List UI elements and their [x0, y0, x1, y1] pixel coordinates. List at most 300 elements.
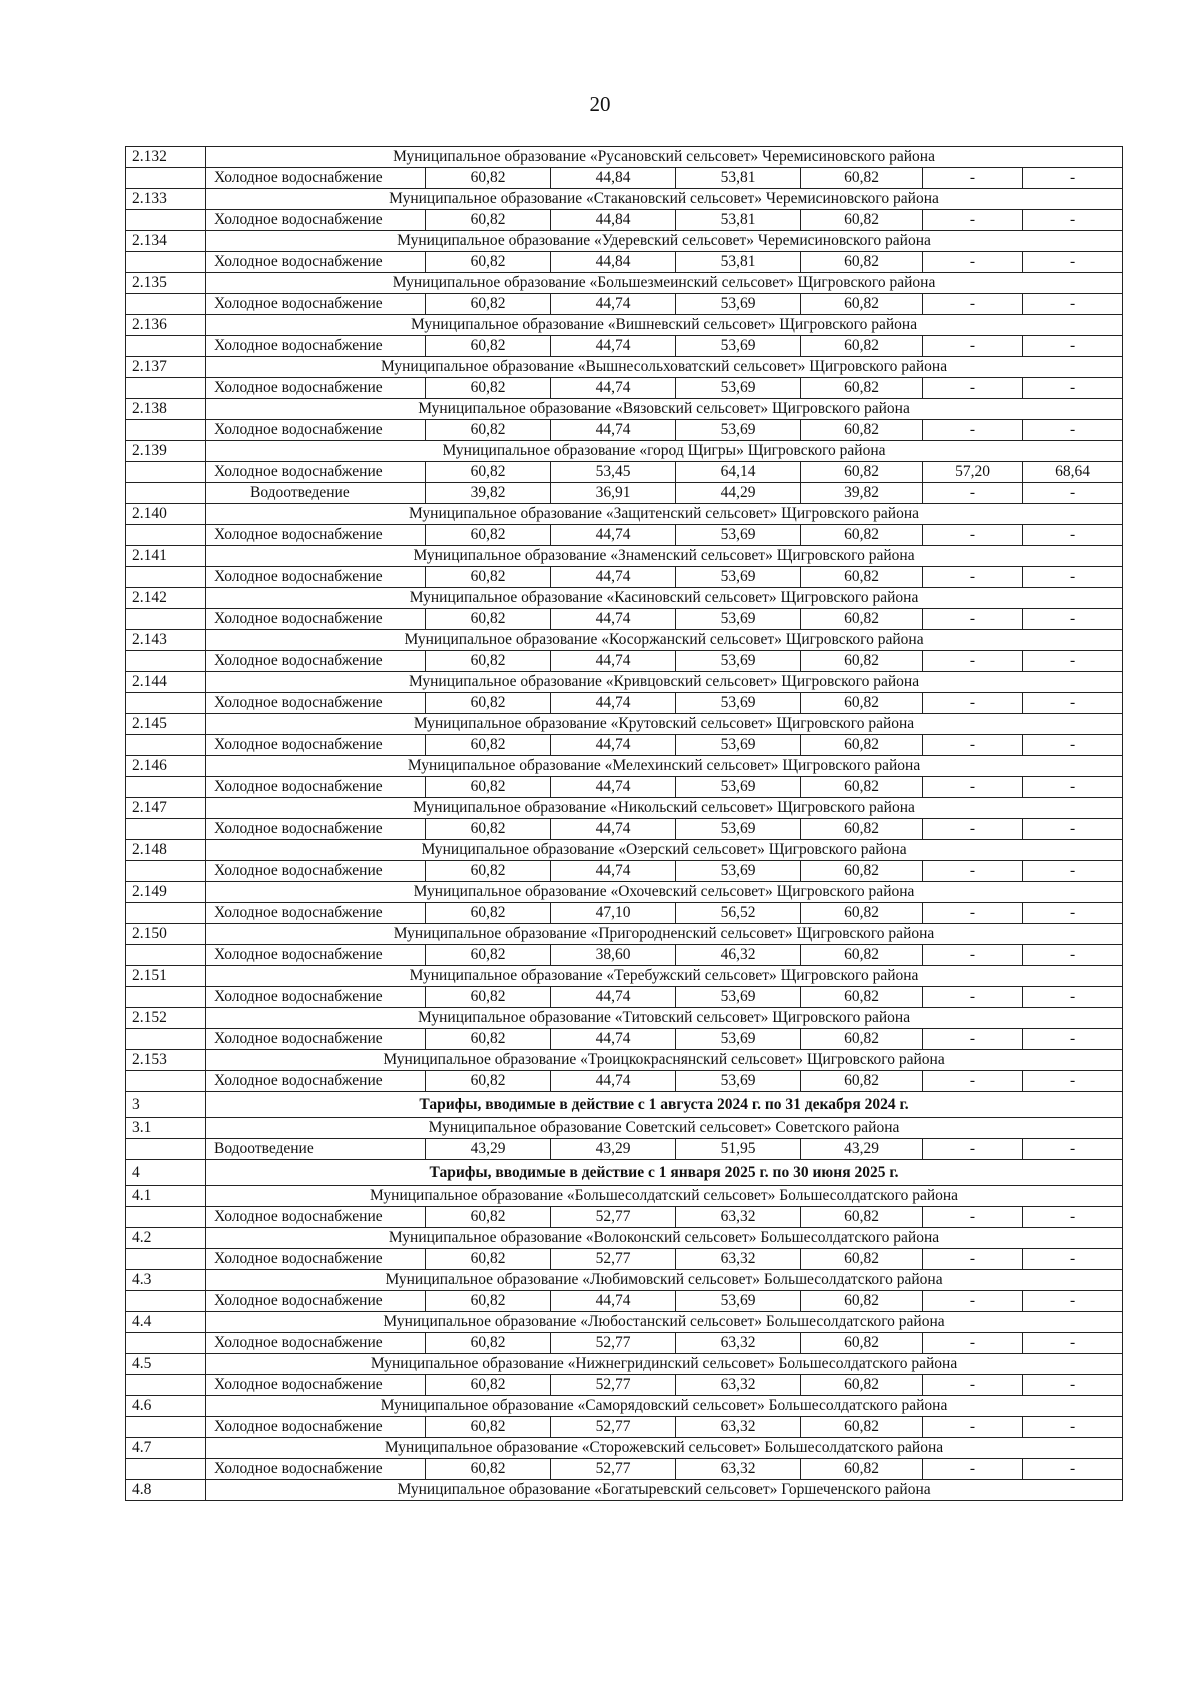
tariff-value: 60,82	[801, 567, 923, 588]
tariff-value: -	[923, 168, 1023, 189]
row-number: 2.152	[126, 1008, 206, 1029]
municipality-header-row	[126, 441, 1123, 462]
tariff-data-row	[126, 945, 1123, 966]
service-name: Холодное водоснабжение	[206, 1029, 426, 1050]
row-number-empty	[126, 987, 206, 1008]
tariff-data-row	[126, 1375, 1123, 1396]
tariff-value: -	[923, 1071, 1023, 1092]
municipality-title: Муниципальное образование «Косоржанский сельсовет» Щигровского района	[206, 630, 1123, 651]
municipality-title: Муниципальное образование «Сторожевский сельсовет» Большесолдатского района	[206, 1438, 1123, 1459]
tariff-value: 53,81	[676, 252, 801, 273]
municipality-header-row	[126, 1354, 1123, 1375]
service-name: Водоотведение	[206, 483, 426, 504]
row-number: 2.139	[126, 441, 206, 462]
tariff-value: 43,29	[426, 1139, 551, 1160]
tariff-value: -	[923, 861, 1023, 882]
municipality-header-row	[126, 1270, 1123, 1291]
row-number-empty	[126, 1207, 206, 1228]
tariff-data-row	[126, 609, 1123, 630]
service-name: Холодное водоснабжение	[206, 1417, 426, 1438]
tariff-value: -	[923, 336, 1023, 357]
service-name: Холодное водоснабжение	[206, 336, 426, 357]
tariff-value: 60,82	[426, 777, 551, 798]
municipality-title: Муниципальное образование «город Щигры» Щигровского района	[206, 441, 1123, 462]
tariff-value: 44,74	[551, 525, 676, 546]
row-number: 2.151	[126, 966, 206, 987]
row-number: 2.146	[126, 756, 206, 777]
tariff-value: 44,74	[551, 378, 676, 399]
row-number: 2.148	[126, 840, 206, 861]
municipality-title: Муниципальное образование «Удеревский сельсовет» Черемисиновского района	[206, 231, 1123, 252]
row-number: 2.141	[126, 546, 206, 567]
tariff-value: -	[1023, 1139, 1123, 1160]
tariff-value: 43,29	[551, 1139, 676, 1160]
tariff-value: -	[1023, 1249, 1123, 1270]
tariff-value: 60,82	[801, 1417, 923, 1438]
tariff-value: 60,82	[426, 945, 551, 966]
row-number: 2.140	[126, 504, 206, 525]
service-name: Водоотведение	[206, 1139, 426, 1160]
tariff-value: 53,69	[676, 651, 801, 672]
municipality-header-row	[126, 1396, 1123, 1417]
row-number: 2.133	[126, 189, 206, 210]
municipality-title: Муниципальное образование «Озерский сельсовет» Щигровского района	[206, 840, 1123, 861]
municipality-header-row	[126, 189, 1123, 210]
row-number: 2.136	[126, 315, 206, 336]
service-name: Холодное водоснабжение	[206, 609, 426, 630]
tariff-value: -	[1023, 861, 1123, 882]
tariff-value: 60,82	[801, 378, 923, 399]
municipality-title: Муниципальное образование «Любимовский сельсовет» Большесолдатского района	[206, 1270, 1123, 1291]
tariff-data-row	[126, 1291, 1123, 1312]
tariff-value: 60,82	[801, 336, 923, 357]
tariff-value: -	[923, 1375, 1023, 1396]
tariff-value: 52,77	[551, 1207, 676, 1228]
municipality-header-row	[126, 714, 1123, 735]
tariff-value: 53,69	[676, 861, 801, 882]
municipality-title: Муниципальное образование «Богатыревский сельсовет» Горшеченского района	[206, 1480, 1123, 1501]
row-number-empty	[126, 1333, 206, 1354]
municipality-title: Муниципальное образование «Троицкокраснянский сельсовет» Щигровского района	[206, 1050, 1123, 1071]
tariff-value: 68,64	[1023, 462, 1123, 483]
section-header-row	[126, 1092, 1123, 1118]
tariff-value: 53,69	[676, 336, 801, 357]
municipality-header-row	[126, 147, 1123, 168]
row-number: 4	[126, 1160, 206, 1186]
tariff-value: 47,10	[551, 903, 676, 924]
tariff-data-row	[126, 651, 1123, 672]
tariff-value: 57,20	[923, 462, 1023, 483]
municipality-header-row	[126, 357, 1123, 378]
tariff-value: -	[923, 1207, 1023, 1228]
tariff-value: 51,95	[676, 1139, 801, 1160]
municipality-title: Муниципальное образование «Крутовский сельсовет» Щигровского района	[206, 714, 1123, 735]
tariff-table-body	[126, 147, 1123, 1501]
tariff-value: 53,69	[676, 1071, 801, 1092]
row-number-empty	[126, 651, 206, 672]
service-name: Холодное водоснабжение	[206, 1375, 426, 1396]
tariff-value: 60,82	[801, 525, 923, 546]
row-number-empty	[126, 903, 206, 924]
tariff-data-row	[126, 819, 1123, 840]
tariff-value: 44,74	[551, 1029, 676, 1050]
tariff-value: 53,45	[551, 462, 676, 483]
tariff-value: 60,82	[426, 210, 551, 231]
page-number: 20	[589, 92, 611, 116]
tariff-data-row	[126, 252, 1123, 273]
row-number-empty	[126, 1375, 206, 1396]
row-number: 2.145	[126, 714, 206, 735]
municipality-title: Муниципальное образование «Волоконский сельсовет» Большесолдатского района	[206, 1228, 1123, 1249]
tariff-value: 44,74	[551, 987, 676, 1008]
tariff-value: -	[1023, 819, 1123, 840]
municipality-header-row	[126, 504, 1123, 525]
tariff-value: 60,82	[426, 378, 551, 399]
municipality-header-row	[126, 882, 1123, 903]
tariff-value: -	[923, 651, 1023, 672]
row-number-empty	[126, 1249, 206, 1270]
tariff-value: 60,82	[426, 1071, 551, 1092]
tariff-value: 53,69	[676, 420, 801, 441]
service-name: Холодное водоснабжение	[206, 651, 426, 672]
tariff-value: -	[1023, 1071, 1123, 1092]
tariff-value: 60,82	[801, 1333, 923, 1354]
municipality-title: Муниципальное образование «Вишневский сельсовет» Щигровского района	[206, 315, 1123, 336]
service-name: Холодное водоснабжение	[206, 210, 426, 231]
tariff-value: 36,91	[551, 483, 676, 504]
tariff-data-row	[126, 1459, 1123, 1480]
tariff-value: 60,82	[801, 1071, 923, 1092]
row-number-empty	[126, 336, 206, 357]
tariff-value: 44,74	[551, 1071, 676, 1092]
tariff-value: 60,82	[801, 1459, 923, 1480]
tariff-value: 60,82	[801, 1029, 923, 1050]
row-number: 2.143	[126, 630, 206, 651]
tariff-value: 63,32	[676, 1207, 801, 1228]
tariff-value: 60,82	[801, 1249, 923, 1270]
row-number: 2.149	[126, 882, 206, 903]
tariff-value: 44,74	[551, 1291, 676, 1312]
row-number: 3.1	[126, 1118, 206, 1139]
tariff-value: -	[1023, 210, 1123, 231]
tariff-value: 60,82	[426, 462, 551, 483]
tariff-data-row	[126, 693, 1123, 714]
municipality-title: Муниципальное образование «Титовский сельсовет» Щигровского района	[206, 1008, 1123, 1029]
tariff-value: 60,82	[801, 1207, 923, 1228]
service-name: Холодное водоснабжение	[206, 525, 426, 546]
tariff-value: 60,82	[426, 987, 551, 1008]
tariff-value: -	[1023, 735, 1123, 756]
tariff-value: 53,69	[676, 567, 801, 588]
municipality-header-row	[126, 546, 1123, 567]
tariff-value: 44,74	[551, 567, 676, 588]
tariff-value: 53,69	[676, 693, 801, 714]
tariff-value: -	[1023, 336, 1123, 357]
row-number-empty	[126, 567, 206, 588]
service-name: Холодное водоснабжение	[206, 1459, 426, 1480]
tariff-value: -	[923, 987, 1023, 1008]
row-number-empty	[126, 252, 206, 273]
tariff-value: -	[923, 777, 1023, 798]
tariff-value: 44,84	[551, 210, 676, 231]
tariff-value: -	[1023, 987, 1123, 1008]
tariff-value: 53,69	[676, 777, 801, 798]
tariff-value: 39,82	[801, 483, 923, 504]
municipality-header-row	[126, 966, 1123, 987]
tariff-value: -	[923, 210, 1023, 231]
row-number: 3	[126, 1092, 206, 1118]
tariff-data-row	[126, 210, 1123, 231]
service-name: Холодное водоснабжение	[206, 294, 426, 315]
municipality-title: Муниципальное образование «Кривцовский сельсовет» Щигровского района	[206, 672, 1123, 693]
tariff-value: 56,52	[676, 903, 801, 924]
tariff-value: -	[923, 378, 1023, 399]
tariff-data-row	[126, 1207, 1123, 1228]
row-number-empty	[126, 294, 206, 315]
municipality-title: Муниципальное образование «Вышнесольховатский сельсовет» Щигровского района	[206, 357, 1123, 378]
tariff-value: 44,74	[551, 294, 676, 315]
municipality-header-row	[126, 630, 1123, 651]
tariff-value: 60,82	[801, 861, 923, 882]
tariff-data-row	[126, 903, 1123, 924]
service-name: Холодное водоснабжение	[206, 1207, 426, 1228]
tariff-value: 60,82	[426, 1029, 551, 1050]
tariff-value: -	[923, 693, 1023, 714]
tariff-value: 44,84	[551, 168, 676, 189]
tariff-data-row	[126, 1417, 1123, 1438]
municipality-header-row	[126, 840, 1123, 861]
tariff-value: -	[923, 1333, 1023, 1354]
municipality-title: Муниципальное образование «Пригородненский сельсовет» Щигровского района	[206, 924, 1123, 945]
tariff-value: 63,32	[676, 1333, 801, 1354]
row-number-empty	[126, 945, 206, 966]
tariff-value: 52,77	[551, 1249, 676, 1270]
municipality-title: Муниципальное образование Советский сельсовет» Советского района	[206, 1118, 1123, 1139]
row-number: 4.2	[126, 1228, 206, 1249]
tariff-value: -	[923, 1459, 1023, 1480]
tariff-value: -	[1023, 252, 1123, 273]
tariff-value: 60,82	[801, 651, 923, 672]
tariff-value: -	[923, 1249, 1023, 1270]
row-number-empty	[126, 1029, 206, 1050]
tariff-value: -	[1023, 651, 1123, 672]
tariff-value: -	[923, 945, 1023, 966]
tariff-data-row	[126, 420, 1123, 441]
municipality-title: Муниципальное образование «Вязовский сельсовет» Щигровского района	[206, 399, 1123, 420]
row-number: 2.138	[126, 399, 206, 420]
tariff-value: 44,74	[551, 693, 676, 714]
tariff-value: -	[1023, 294, 1123, 315]
row-number: 2.137	[126, 357, 206, 378]
row-number-empty	[126, 1071, 206, 1092]
municipality-title: Муниципальное образование «Охочевский сельсовет» Щигровского района	[206, 882, 1123, 903]
municipality-title: Муниципальное образование «Никольский сельсовет» Щигровского района	[206, 798, 1123, 819]
row-number-empty	[126, 1459, 206, 1480]
row-number: 2.134	[126, 231, 206, 252]
tariff-value: 52,77	[551, 1375, 676, 1396]
tariff-value: 60,82	[426, 861, 551, 882]
tariff-value: -	[923, 483, 1023, 504]
row-number-empty	[126, 1139, 206, 1160]
tariff-value: 44,74	[551, 819, 676, 840]
tariff-value: -	[1023, 378, 1123, 399]
municipality-title: Муниципальное образование «Теребужский сельсовет» Щигровского района	[206, 966, 1123, 987]
tariff-value: -	[1023, 1375, 1123, 1396]
tariff-value: 53,69	[676, 1291, 801, 1312]
tariff-value: 60,82	[426, 651, 551, 672]
municipality-title: Муниципальное образование «Касиновский сельсовет» Щигровского района	[206, 588, 1123, 609]
municipality-header-row	[126, 588, 1123, 609]
municipality-title: Муниципальное образование «Защитенский сельсовет» Щигровского района	[206, 504, 1123, 525]
row-number-empty	[126, 210, 206, 231]
tariff-data-row	[126, 1333, 1123, 1354]
municipality-title: Муниципальное образование «Саморядовский сельсовет» Большесолдатского района	[206, 1396, 1123, 1417]
service-name: Холодное водоснабжение	[206, 777, 426, 798]
tariff-value: 53,69	[676, 987, 801, 1008]
tariff-data-row	[126, 294, 1123, 315]
tariff-value: 60,82	[426, 735, 551, 756]
tariff-value: -	[923, 525, 1023, 546]
tariff-data-row	[126, 735, 1123, 756]
tariff-value: 43,29	[801, 1139, 923, 1160]
tariff-data-row	[126, 462, 1123, 483]
row-number: 4.4	[126, 1312, 206, 1333]
service-name: Холодное водоснабжение	[206, 1333, 426, 1354]
row-number-empty	[126, 378, 206, 399]
tariff-value: -	[1023, 1333, 1123, 1354]
tariff-value: 52,77	[551, 1417, 676, 1438]
row-number: 2.144	[126, 672, 206, 693]
tariff-value: 60,82	[801, 252, 923, 273]
tariff-value: 44,74	[551, 735, 676, 756]
service-name: Холодное водоснабжение	[206, 861, 426, 882]
tariff-value: 60,82	[801, 294, 923, 315]
tariff-data-row	[126, 861, 1123, 882]
tariff-value: 52,77	[551, 1333, 676, 1354]
row-number-empty	[126, 420, 206, 441]
municipality-title: Муниципальное образование «Большезмеинский сельсовет» Щигровского района	[206, 273, 1123, 294]
tariff-value: -	[923, 903, 1023, 924]
row-number-empty	[126, 1291, 206, 1312]
row-number: 2.142	[126, 588, 206, 609]
tariff-value: 53,81	[676, 210, 801, 231]
tariff-value: 63,32	[676, 1375, 801, 1396]
tariff-value: -	[923, 1139, 1023, 1160]
tariff-data-row	[126, 525, 1123, 546]
tariff-value: 63,32	[676, 1417, 801, 1438]
service-name: Холодное водоснабжение	[206, 735, 426, 756]
tariff-value: -	[1023, 420, 1123, 441]
row-number-empty	[126, 525, 206, 546]
tariff-value: -	[1023, 1029, 1123, 1050]
tariff-value: 46,32	[676, 945, 801, 966]
tariff-value: 60,82	[426, 1417, 551, 1438]
tariff-value: 60,82	[426, 336, 551, 357]
tariff-value: -	[923, 1291, 1023, 1312]
tariff-value: 44,74	[551, 609, 676, 630]
municipality-header-row	[126, 1050, 1123, 1071]
municipality-header-row	[126, 756, 1123, 777]
tariff-value: 60,82	[426, 294, 551, 315]
row-number: 2.132	[126, 147, 206, 168]
tariff-data-row	[126, 777, 1123, 798]
service-name: Холодное водоснабжение	[206, 903, 426, 924]
tariff-value: -	[1023, 777, 1123, 798]
tariff-value: 60,82	[426, 168, 551, 189]
tariff-value: -	[1023, 1207, 1123, 1228]
tariff-value: 53,69	[676, 1029, 801, 1050]
tariff-value: 44,74	[551, 861, 676, 882]
tariff-value: 53,69	[676, 609, 801, 630]
service-name: Холодное водоснабжение	[206, 1291, 426, 1312]
row-number: 2.153	[126, 1050, 206, 1071]
municipality-header-row	[126, 1312, 1123, 1333]
tariff-value: 60,82	[426, 420, 551, 441]
tariff-value: 63,32	[676, 1249, 801, 1270]
tariff-value: 60,82	[426, 1333, 551, 1354]
service-name: Холодное водоснабжение	[206, 819, 426, 840]
service-name: Холодное водоснабжение	[206, 378, 426, 399]
tariff-data-row	[126, 168, 1123, 189]
tariff-data-row	[126, 378, 1123, 399]
row-number-empty	[126, 777, 206, 798]
row-number-empty	[126, 861, 206, 882]
municipality-title: Муниципальное образование «Мелехинский сельсовет» Щигровского района	[206, 756, 1123, 777]
tariff-value: -	[923, 1417, 1023, 1438]
row-number: 4.8	[126, 1480, 206, 1501]
tariff-data-row	[126, 567, 1123, 588]
service-name: Холодное водоснабжение	[206, 567, 426, 588]
tariff-value: 60,82	[801, 609, 923, 630]
row-number-empty	[126, 819, 206, 840]
row-number-empty	[126, 168, 206, 189]
tariff-value: -	[923, 294, 1023, 315]
tariff-value: 39,82	[426, 483, 551, 504]
tariff-value: 60,82	[426, 1249, 551, 1270]
service-name: Холодное водоснабжение	[206, 420, 426, 441]
tariff-value: -	[923, 609, 1023, 630]
service-name: Холодное водоснабжение	[206, 693, 426, 714]
row-number: 4.3	[126, 1270, 206, 1291]
tariff-value: 60,82	[426, 609, 551, 630]
tariff-value: 53,69	[676, 819, 801, 840]
service-name: Холодное водоснабжение	[206, 1249, 426, 1270]
tariff-value: -	[1023, 1291, 1123, 1312]
row-number-empty	[126, 735, 206, 756]
row-number-empty	[126, 483, 206, 504]
tariff-value: 60,82	[801, 1375, 923, 1396]
municipality-header-row	[126, 1118, 1123, 1139]
tariff-value: 60,82	[426, 525, 551, 546]
tariff-data-row	[126, 1139, 1123, 1160]
municipality-header-row	[126, 924, 1123, 945]
row-number-empty	[126, 609, 206, 630]
section-header-row	[126, 1160, 1123, 1186]
tariff-value: 63,32	[676, 1459, 801, 1480]
tariff-value: 60,82	[426, 903, 551, 924]
municipality-title: Муниципальное образование «Нижнегридинский сельсовет» Большесолдатского района	[206, 1354, 1123, 1375]
row-number: 4.7	[126, 1438, 206, 1459]
tariff-value: -	[1023, 903, 1123, 924]
tariff-value: -	[923, 735, 1023, 756]
tariff-value: 60,82	[801, 903, 923, 924]
tariff-value: 53,69	[676, 378, 801, 399]
tariff-value: 60,82	[801, 945, 923, 966]
tariff-value: -	[923, 1029, 1023, 1050]
tariff-value: 44,74	[551, 420, 676, 441]
tariff-value: 44,74	[551, 651, 676, 672]
tariff-value: 60,82	[801, 777, 923, 798]
